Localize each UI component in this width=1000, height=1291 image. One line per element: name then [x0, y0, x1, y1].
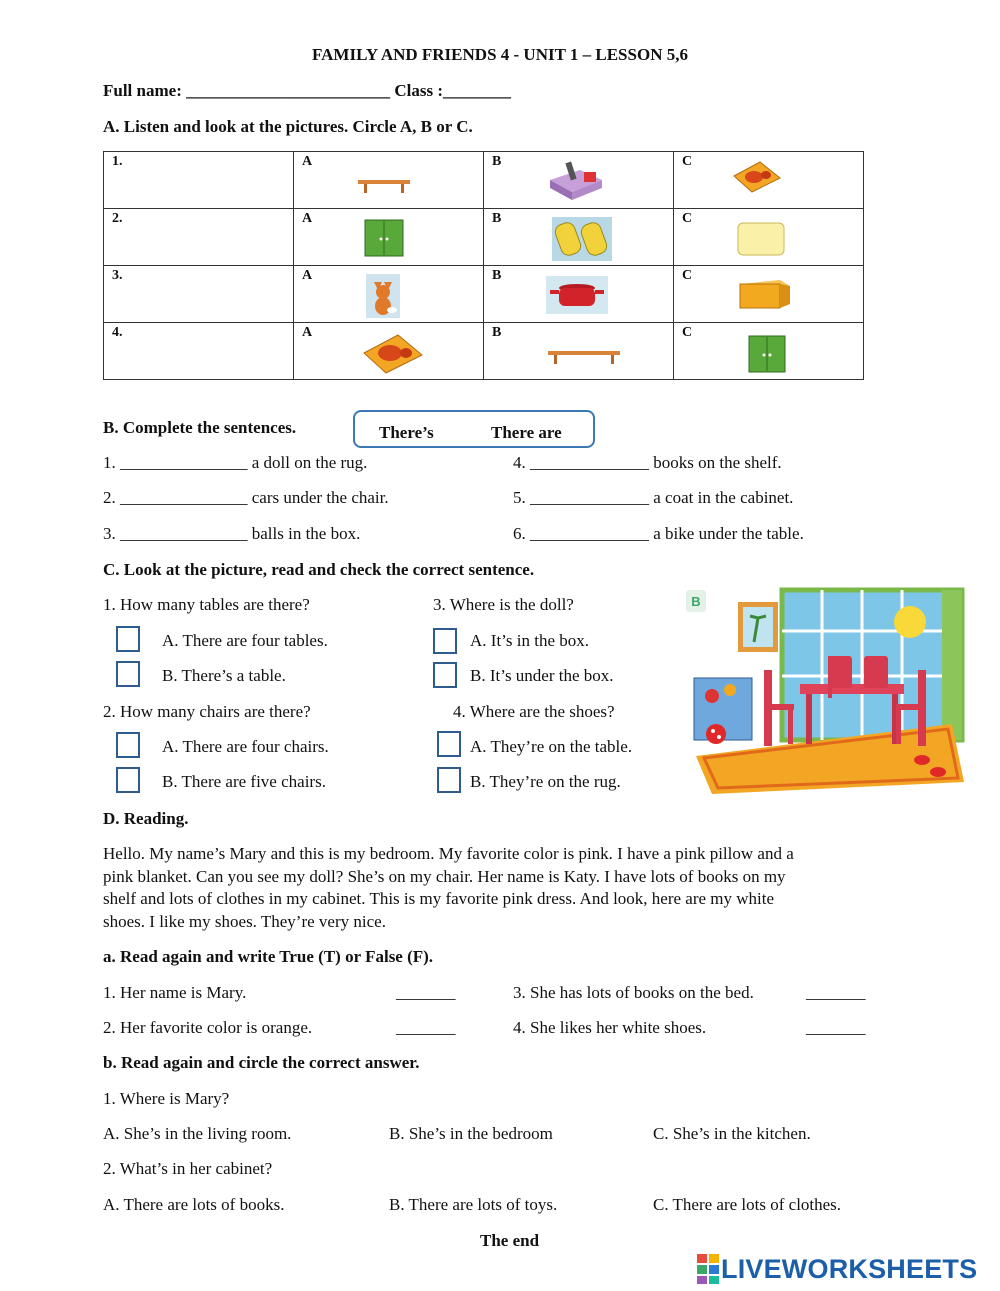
checkbox[interactable] [437, 731, 461, 757]
answer-option[interactable]: B. She’s in the bedroom [389, 1124, 553, 1143]
answer-option[interactable]: C. She’s in the kitchen. [653, 1124, 811, 1143]
question: 2. What’s in her cabinet? [103, 1159, 273, 1178]
question: 3. Where is the doll? [433, 595, 574, 614]
fox-icon [366, 274, 400, 318]
tf-blank[interactable]: _______ [806, 983, 866, 1002]
shelf-icon [546, 347, 622, 367]
shoes [914, 755, 930, 765]
question: 1. Where is Mary? [103, 1089, 230, 1108]
option-cell[interactable]: A [294, 266, 484, 323]
row-number: 4. [104, 323, 294, 380]
sentence-item: 1. _______________ a doll on the rug. [103, 453, 368, 472]
answer-option[interactable]: B. There are lots of toys. [389, 1195, 558, 1214]
option-text: B. They’re on the rug. [470, 772, 621, 791]
sentence-item: 2. _______________ cars under the chair. [103, 488, 389, 507]
checkbox[interactable] [437, 767, 461, 793]
table-row [104, 323, 864, 380]
box-icon [736, 276, 792, 310]
curtain [942, 590, 962, 740]
option-cell[interactable]: B [484, 209, 674, 266]
option-cell[interactable]: B [484, 266, 674, 323]
row-number: 3. [104, 266, 294, 323]
table-row [104, 152, 864, 209]
full-name-line: Full name: ________________________ Class :________ [103, 81, 511, 100]
page-title: FAMILY AND FRIENDS 4 - UNIT 1 – LESSON 5,6 [312, 45, 688, 64]
checkbox[interactable] [433, 628, 457, 654]
table [800, 684, 904, 694]
sun [894, 606, 926, 638]
checkbox[interactable] [116, 661, 140, 687]
tf-blank[interactable]: _______ [396, 983, 456, 1002]
tf-blank[interactable]: _______ [806, 1018, 866, 1037]
room-picture [682, 586, 966, 794]
sentence-item: 4. ______________ books on the shelf. [513, 453, 782, 472]
question: 1. How many tables are there? [103, 595, 310, 614]
answer-option[interactable]: A. She’s in the living room. [103, 1124, 292, 1143]
checkbox[interactable] [433, 662, 457, 688]
checkbox[interactable] [116, 767, 140, 793]
option-cell[interactable]: A [294, 152, 484, 209]
section-a-heading: A. Listen and look at the pictures. Circle A, B or C. [103, 117, 473, 136]
passage-line: pink blanket. Can you see my doll? She’s on my chair. Her name is Katy. I have lots of books on my [103, 867, 786, 886]
option-text: A. They’re on the table. [470, 737, 633, 756]
section-d-heading: D. Reading. [103, 809, 189, 828]
sentence-item: 6. ______________ a bike under the table. [513, 524, 804, 543]
tf-statement: 4. She likes her white shoes. [513, 1018, 707, 1037]
cabinet-icon [364, 219, 404, 257]
table-row [104, 266, 864, 323]
subsection-a-heading: a. Read again and write True (T) or False (F). [103, 947, 434, 966]
option-cell[interactable]: C [674, 209, 864, 266]
cabinet-icon [748, 335, 786, 373]
tf-statement: 2. Her favorite color is orange. [103, 1018, 313, 1037]
tf-statement: 3. She has lots of books on the bed. [513, 983, 754, 1002]
answer-option[interactable]: C. There are lots of clothes. [653, 1195, 842, 1214]
answer-option[interactable]: A. There are lots of books. [103, 1195, 285, 1214]
sentence-item: 5. ______________ a coat in the cabinet. [513, 488, 794, 507]
section-b-heading: B. Complete the sentences. [103, 418, 297, 437]
word-option: There’s [379, 423, 434, 442]
question: 2. How many chairs are there? [103, 702, 311, 721]
checkbox[interactable] [116, 626, 140, 652]
table-row [104, 209, 864, 266]
pot-icon [546, 276, 608, 314]
section-c-heading: C. Look at the picture, read and check the correct sentence. [103, 560, 535, 579]
passage-line: shelf and lots of clothes in my cabinet. This is my favorite pink dress. And look, here are my white [103, 889, 775, 908]
sentence-item: 3. _______________ balls in the box. [103, 524, 361, 543]
tf-blank[interactable]: _______ [396, 1018, 456, 1037]
box-with-bottle-icon [546, 158, 606, 202]
row-number: 1. [104, 152, 294, 209]
passage-line: shoes. I like my shoes. They’re very nice. [103, 912, 386, 931]
shelf-icon [356, 176, 412, 196]
passage-line: Hello. My name’s Mary and this is my bedroom. My favorite color is pink. I have a pink pillow and a [103, 844, 794, 863]
liveworksheets-logo[interactable] [697, 1253, 977, 1285]
option-cell[interactable]: C [674, 266, 864, 323]
option-text: B. It’s under the box. [470, 666, 614, 685]
food-tray-icon [360, 331, 426, 375]
subsection-b-heading: b. Read again and circle the correct answer. [103, 1053, 420, 1072]
option-cell[interactable]: C [674, 152, 864, 209]
picture-table [103, 151, 864, 380]
checkbox[interactable] [116, 732, 140, 758]
logo-icon [697, 1254, 721, 1284]
option-text: A. There are four tables. [162, 631, 328, 650]
ball [706, 724, 726, 744]
option-cell[interactable]: B [484, 323, 674, 380]
option-cell[interactable]: A [294, 323, 484, 380]
option-cell[interactable]: A [294, 209, 484, 266]
row-number: 2. [104, 209, 294, 266]
option-text: B. There are five chairs. [162, 772, 326, 791]
word-box [353, 410, 595, 448]
option-text: A. There are four chairs. [162, 737, 329, 756]
footer-text: The end [480, 1231, 540, 1250]
option-cell[interactable]: C [674, 323, 864, 380]
option-text: A. It’s in the box. [470, 631, 589, 650]
logo-text: LIVEWORKSHEETS [721, 1253, 978, 1284]
food-tray-icon [730, 158, 782, 196]
picture-badge: B [691, 594, 701, 609]
pillow-icon [736, 221, 786, 257]
option-text: B. There’s a table. [162, 666, 286, 685]
question: 4. Where are the shoes? [453, 702, 615, 721]
option-cell[interactable]: B [484, 152, 674, 209]
slippers-icon [552, 217, 612, 261]
tf-statement: 1. Her name is Mary. [103, 983, 247, 1002]
word-option: There are [491, 423, 562, 442]
